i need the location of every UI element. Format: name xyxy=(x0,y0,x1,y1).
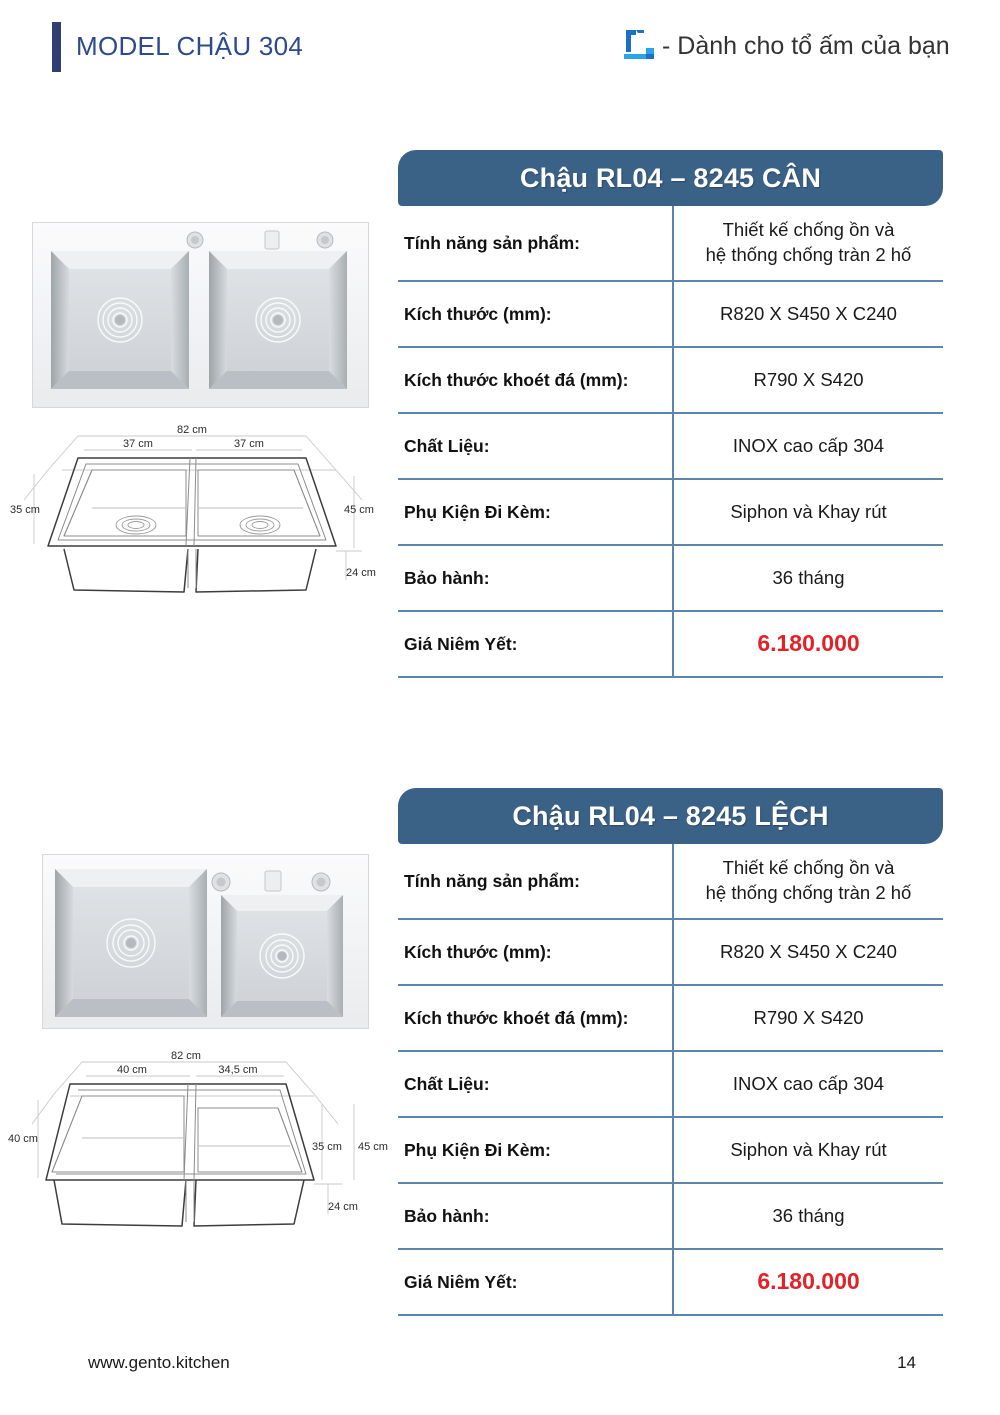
dim-bowl-left: 37 cm xyxy=(123,438,153,450)
table-row xyxy=(398,206,943,282)
product-1-title: Chậu RL04 – 8245 CÂN xyxy=(519,162,822,193)
dim-depth: 24 cm xyxy=(346,567,376,579)
table-row xyxy=(398,282,943,348)
dim-side-right: 45 cm xyxy=(344,504,374,516)
price-value: 6.180.000 xyxy=(672,1250,943,1314)
row-label: Kích thước khoét đá (mm): xyxy=(404,369,629,390)
product-1-photo xyxy=(32,222,369,408)
dim-total-width: 82 cm xyxy=(171,1050,201,1062)
row-label: Kích thước khoét đá (mm): xyxy=(404,1007,629,1028)
product-2-title-bar xyxy=(398,788,943,844)
dim-total-width: 82 cm xyxy=(177,424,207,436)
product-2-dimension-drawing xyxy=(2,1038,394,1234)
table-row xyxy=(398,920,943,986)
price-value: 6.180.000 xyxy=(672,612,943,676)
page-header xyxy=(0,0,1000,98)
row-label: Kích thước (mm): xyxy=(404,941,552,962)
row-value: Thiết kế chống ồn và hệ thống chống tràn 2 hố xyxy=(672,206,943,280)
faucet-sink-logo-icon xyxy=(622,28,656,64)
table-row xyxy=(398,612,943,678)
row-label: Kích thước (mm): xyxy=(404,303,552,324)
dim-bowl-right: 34,5 cm xyxy=(218,1064,258,1076)
row-label: Giá Niêm Yết: xyxy=(404,1271,518,1292)
row-value: R790 X S420 xyxy=(672,986,943,1050)
table-row xyxy=(398,1052,943,1118)
header-tagline: - Dành cho tổ ấm của bạn xyxy=(662,31,950,60)
table-row xyxy=(398,986,943,1052)
dim-bowl-right: 37 cm xyxy=(234,438,264,450)
table-row xyxy=(398,1250,943,1316)
row-label: Tính năng sản phẩm: xyxy=(404,870,580,891)
product-1-media xyxy=(0,150,390,579)
dim-side-left: 40 cm xyxy=(8,1133,38,1145)
dim-side-right: 45 cm xyxy=(358,1141,388,1153)
product-1-rows xyxy=(398,206,943,678)
row-value: R820 X S450 X C240 xyxy=(672,282,943,346)
row-label: Chất Liệu: xyxy=(404,435,490,456)
dim-side-mid: 35 cm xyxy=(312,1141,342,1153)
table-row xyxy=(398,1184,943,1250)
row-value: INOX cao cấp 304 xyxy=(672,414,943,478)
dim-side-left: 35 cm xyxy=(10,504,40,516)
footer-website: www.gento.kitchen xyxy=(88,1353,230,1372)
footer-page-number: 14 xyxy=(897,1353,916,1372)
product-1-title-bar xyxy=(398,150,943,206)
row-label: Bảo hành: xyxy=(404,567,490,588)
product-2-media xyxy=(0,788,390,1213)
product-2-title: Chậu RL04 – 8245 LỆCH xyxy=(512,800,829,831)
row-label: Giá Niêm Yết: xyxy=(404,633,518,654)
row-value: INOX cao cấp 304 xyxy=(672,1052,943,1116)
table-row xyxy=(398,844,943,920)
equal-bowl-dimension-diagram xyxy=(6,418,390,600)
product-1-dimension-drawing xyxy=(6,418,390,600)
row-label: Bảo hành: xyxy=(404,1205,490,1226)
equal-double-bowl-sink-illustration xyxy=(33,223,369,408)
row-value: R790 X S420 xyxy=(672,348,943,412)
row-value: 36 tháng xyxy=(672,1184,943,1248)
row-value: R820 X S450 X C240 xyxy=(672,920,943,984)
row-label: Phụ Kiện Đi Kèm: xyxy=(404,1139,551,1160)
product-2-rows xyxy=(398,844,943,1316)
page-title: MODEL CHẬU 304 xyxy=(76,31,304,61)
table-row xyxy=(398,1118,943,1184)
row-value: Thiết kế chống ồn và hệ thống chống tràn 2 hố xyxy=(672,844,943,918)
offset-bowl-dimension-diagram xyxy=(2,1038,394,1234)
page-footer xyxy=(0,1335,1000,1415)
product-2-photo xyxy=(42,854,369,1029)
row-value: 36 tháng xyxy=(672,546,943,610)
table-row xyxy=(398,480,943,546)
row-label: Phụ Kiện Đi Kèm: xyxy=(404,501,551,522)
table-row xyxy=(398,546,943,612)
row-value: Siphon và Khay rút xyxy=(672,480,943,544)
brand-lockup xyxy=(622,28,950,64)
table-row xyxy=(398,348,943,414)
product-2-spec-table xyxy=(398,788,943,1316)
header-accent-bar xyxy=(52,22,61,72)
row-value: Siphon và Khay rút xyxy=(672,1118,943,1182)
product-1-spec-table xyxy=(398,150,943,678)
row-label: Chất Liệu: xyxy=(404,1073,490,1094)
dim-depth: 24 cm xyxy=(328,1201,358,1213)
dim-bowl-left: 40 cm xyxy=(117,1064,147,1076)
offset-double-bowl-sink-illustration xyxy=(43,855,369,1029)
row-label: Tính năng sản phẩm: xyxy=(404,232,580,253)
table-row xyxy=(398,414,943,480)
